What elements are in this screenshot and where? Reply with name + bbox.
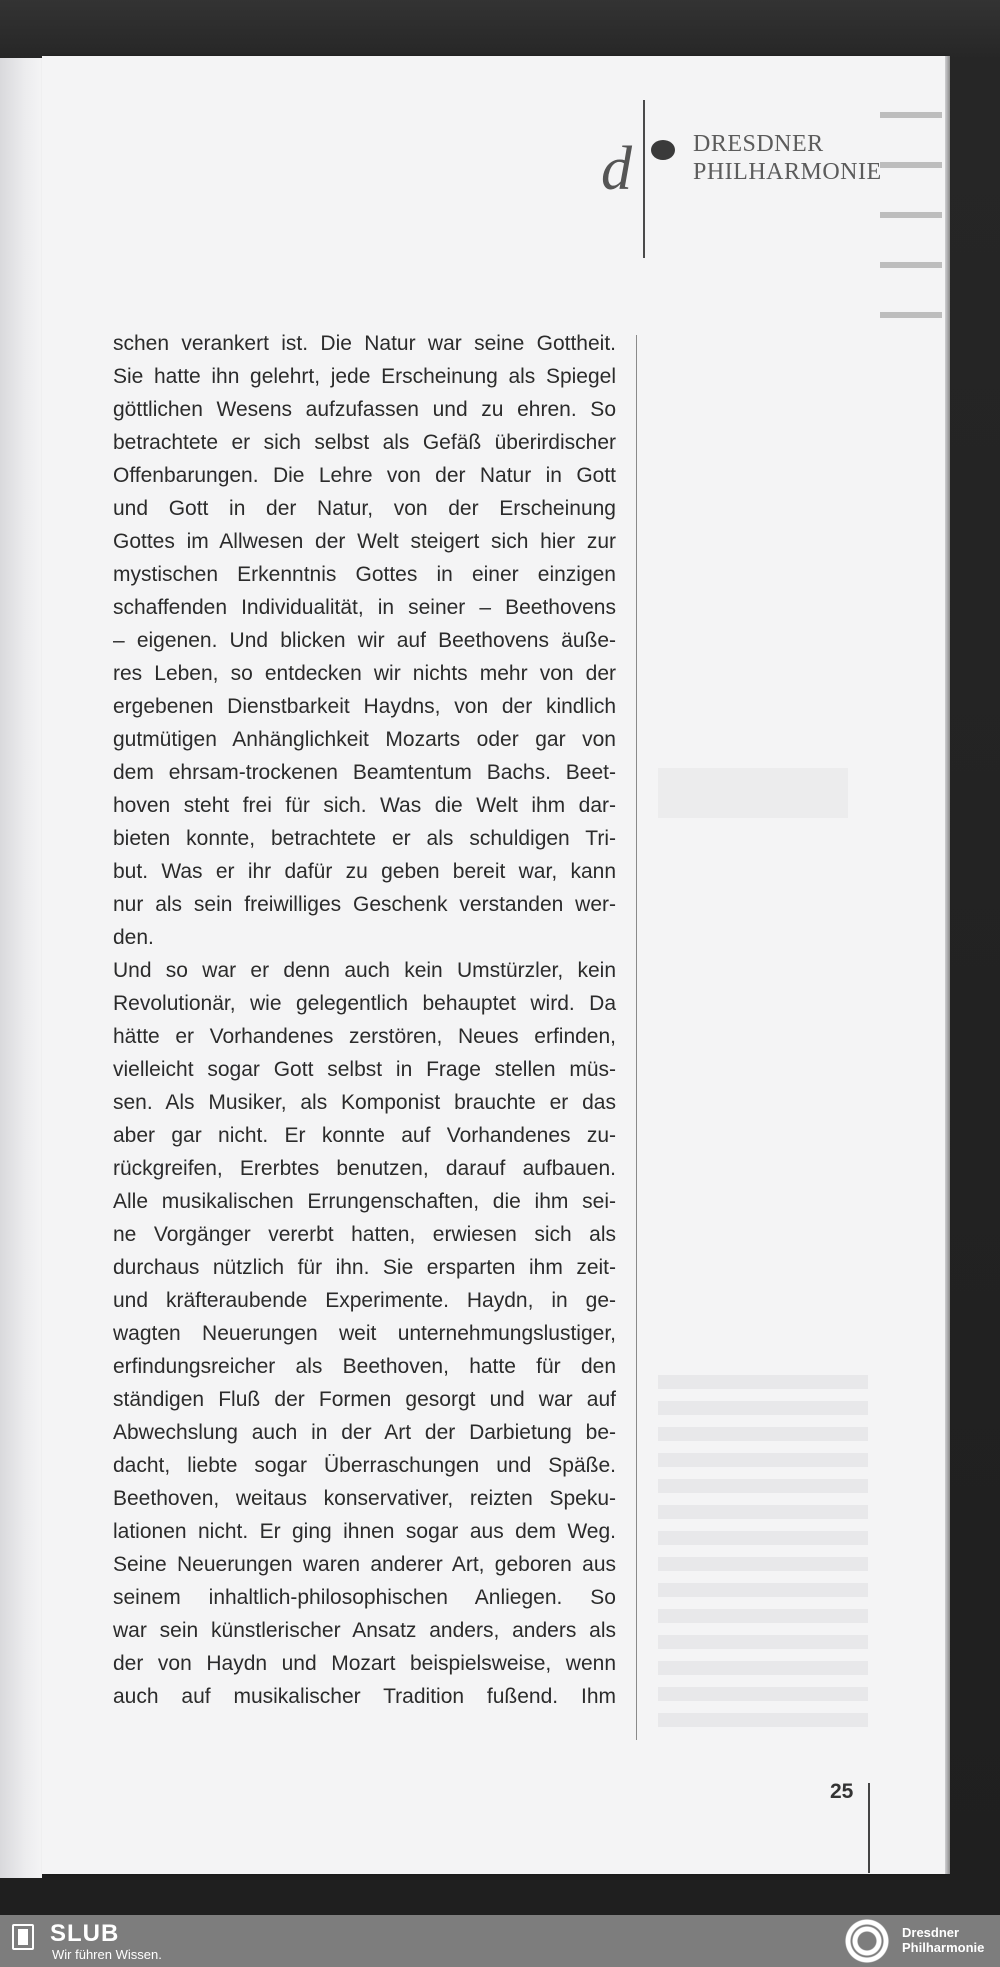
viewer-footer: [0, 1915, 1000, 1967]
text-line: den.: [113, 926, 154, 949]
text-line: gutmütigen Anhänglichkeit Mozarts oder gar von: [113, 728, 616, 751]
previous-page-edge: [0, 58, 42, 1878]
text-line: vielleicht sogar Gott selbst in Frage stellen müs-: [113, 1058, 616, 1081]
text-line: göttlichen Wesens aufzufassen und zu ehren. So: [113, 398, 616, 421]
text-line: Abwechslung auch in der Art der Darbietung be-: [113, 1421, 616, 1444]
logo-d-glyph-icon: d: [601, 135, 632, 203]
text-line: schen verankert ist. Die Natur war seine Gottheit.: [113, 332, 616, 355]
register-mark: [880, 312, 942, 318]
text-line: hoven steht frei für sich. Was die Welt ihm dar-: [113, 794, 616, 817]
text-line: wagten Neuerungen weit unternehmungslustiger,: [113, 1322, 616, 1345]
text-line: dem ehrsam-trockenen Beamtentum Bachs. Beet-: [113, 761, 616, 784]
register-mark: [880, 162, 942, 168]
text-line: der von Haydn und Mozart beispielsweise, wenn: [113, 1652, 616, 1675]
text-line: betrachtete er sich selbst als Gefäß überirdischer: [113, 431, 616, 454]
text-line: durchaus nützlich für ihn. Sie ersparten ihm zeit-: [113, 1256, 616, 1279]
text-line: Sie hatte ihn gelehrt, jede Erscheinung als Spiegel: [113, 365, 616, 388]
logo-dot-icon: [651, 140, 675, 160]
brand-line-1: DRESDNER: [693, 131, 824, 157]
text-line: sen. Als Musiker, als Komponist brauchte er das: [113, 1091, 616, 1114]
text-line: erfindungsreicher als Beethoven, hatte für den: [113, 1355, 616, 1378]
partner-line-2: Philharmonie: [902, 1940, 985, 1955]
brand-line-2: PHILHARMONIE: [693, 159, 882, 185]
body-text: [113, 327, 616, 1713]
text-line: schaffenden Individualität, in seiner – Beethovens: [113, 596, 616, 619]
library-name: SLUB: [50, 1920, 120, 1947]
text-line: Revolutionär, wie gelegentlich behauptet wird. Da: [113, 992, 616, 1015]
text-line: und Gott in der Natur, von der Erscheinung: [113, 497, 616, 520]
text-line: Offenbarungen. Die Lehre von der Natur in Gott: [113, 464, 616, 487]
publisher-logo-text: [693, 130, 882, 186]
library-tagline: Wir führen Wissen.: [52, 1947, 162, 1962]
text-line: ständigen Fluß der Formen gesorgt und war auf: [113, 1388, 616, 1411]
page-number: 25: [830, 1780, 854, 1803]
register-mark: [880, 262, 942, 268]
text-line: Gottes im Allwesen der Welt steigert sich hier zur: [113, 530, 616, 553]
partner-name: [902, 1925, 984, 1955]
text-line: ne Vorgänger vererbt hatten, erwiesen sich als: [113, 1223, 616, 1246]
column-divider: [636, 335, 637, 1740]
text-line: dacht, liebte sogar Überraschungen und Späße.: [113, 1454, 616, 1477]
text-line: nur als sein freiwilliges Geschenk verstanden wer-: [113, 893, 616, 916]
text-line: und kräfteraubende Experimente. Haydn, in ge-: [113, 1289, 616, 1312]
text-line: lationen nicht. Er ging ihnen sogar aus dem Weg.: [113, 1520, 616, 1543]
text-line: hätte er Vorhandenes zerstören, Neues erfinden,: [113, 1025, 616, 1048]
show-through-block: [658, 1375, 868, 1735]
text-line: seinem inhaltlich-philosophischen Anliegen. So: [113, 1586, 616, 1609]
text-line: rückgreifen, Ererbtes benutzen, darauf aufbauen.: [113, 1157, 616, 1180]
register-mark: [880, 112, 942, 118]
text-line: aber gar nicht. Er konnte auf Vorhandenes zu-: [113, 1124, 616, 1147]
philharmonie-emblem-icon: [844, 1918, 890, 1964]
text-line: auch auf musikalischer Tradition fußend. Ihm: [113, 1685, 616, 1708]
text-line: – eigenen. Und blicken wir auf Beethovens äuße-: [113, 629, 616, 652]
partner-line-1: Dresdner: [902, 1925, 960, 1940]
page-number-rule: [868, 1783, 870, 1873]
text-line: res Leben, so entdecken wir nichts mehr von der: [113, 662, 616, 685]
text-line: war sein künstlerischer Ansatz anders, anders als: [113, 1619, 616, 1642]
text-line: Beethoven, weitaus konservativer, reizten Speku-: [113, 1487, 616, 1510]
page-right-edge: [945, 56, 950, 1874]
show-through-block: [658, 768, 848, 818]
logo-stem: [643, 100, 645, 258]
slub-book-icon: [12, 1924, 34, 1950]
text-line: Alle musikalischen Errungenschaften, die ihm sei-: [113, 1190, 616, 1213]
text-line: ergebenen Dienstbarkeit Haydns, von der kindlich: [113, 695, 616, 718]
text-line: but. Was er ihr dafür zu geben bereit war, kann: [113, 860, 616, 883]
text-line: bieten konnte, betrachtete er als schuldigen Tri-: [113, 827, 616, 850]
text-line: Und so war er denn auch kein Umstürzler, kein: [113, 959, 616, 982]
text-line: Seine Neuerungen waren anderer Art, geboren aus: [113, 1553, 616, 1576]
register-mark: [880, 212, 942, 218]
text-line: mystischen Erkenntnis Gottes in einer einzigen: [113, 563, 616, 586]
